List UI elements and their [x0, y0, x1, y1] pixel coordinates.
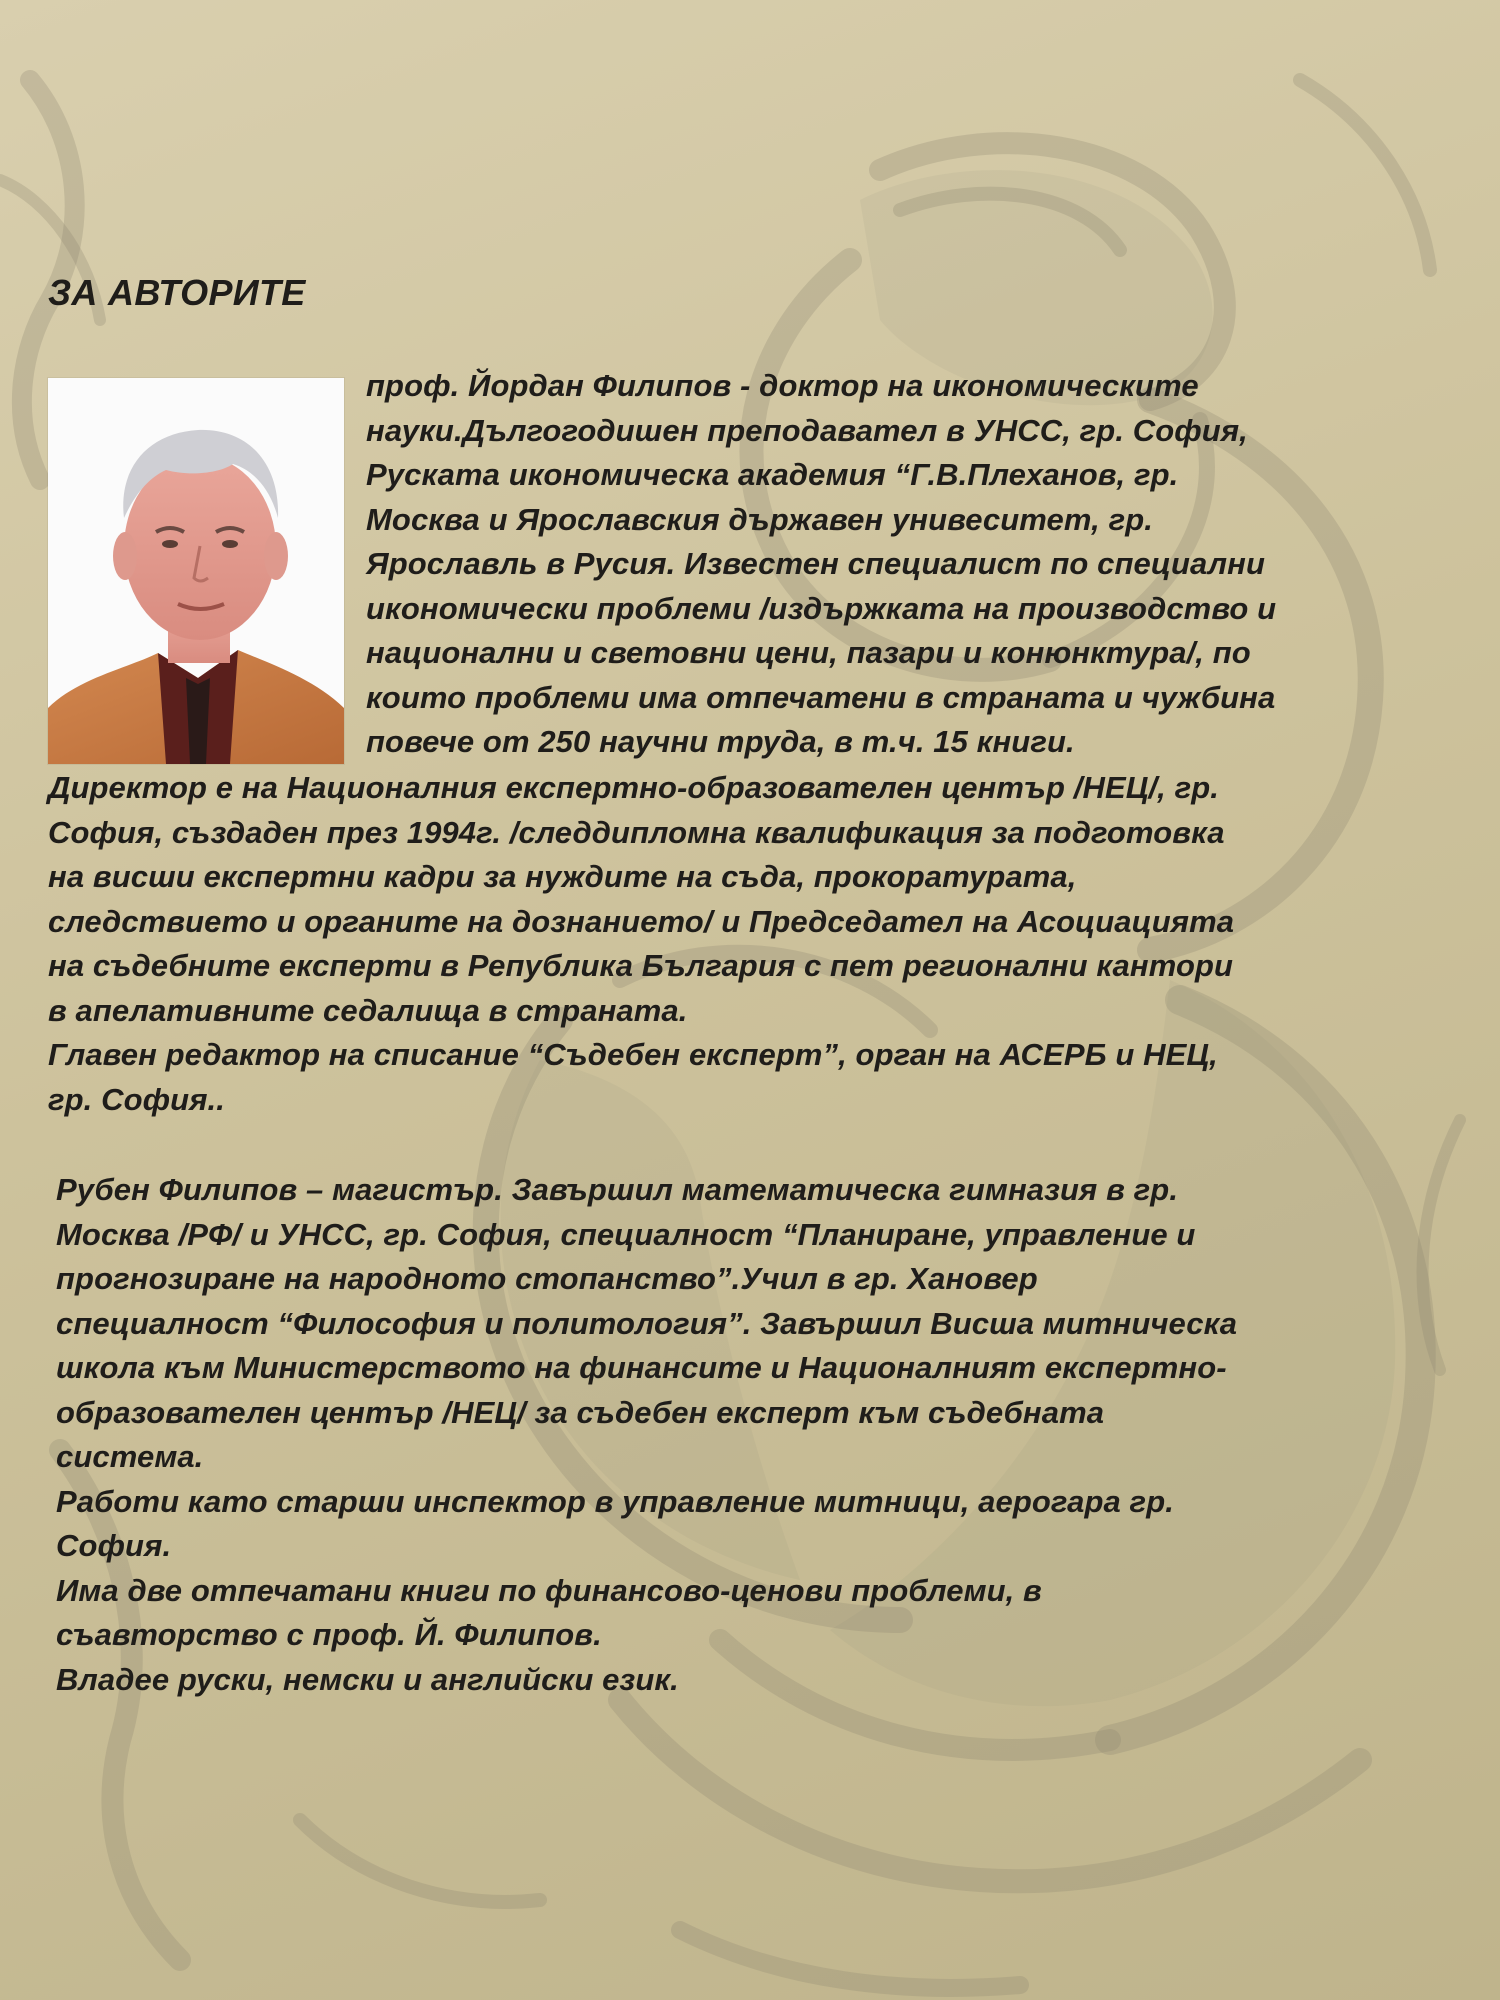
section-heading: ЗА АВТОРИТЕ — [48, 272, 306, 313]
author2-bio: Рубен Филипов – магистър. Завършил математическа гимназия в гр. Москва /РФ/ и УНСС, гр. София, специалност “Планиране, управление и прогнозиране на народното стопанство”.Учил в гр. Хановер специалност “Философия и политология”. Завършил Висша митническа школа към Министерството на финансите и Националният експертно- образователен център /НЕЦ/ за съдебен експерт към съдебната система. Работи като старши инспектор в управление митници, аерогара гр. София. Има две отпечатани книги по финансово-ценови проблеми, в съавторство с проф. Й. Филипов. Владее руски, немски и английски език. — [56, 1172, 1238, 1697]
author-portrait-icon — [48, 378, 344, 764]
author1-bio-beside-photo: проф. Йордан Филипов - доктор на икономическите науки.Дългогодишен преподавател в УНСС, гр. София, Руската икономическа академия “Г.В.Плеханов, гр. Москва и Ярославския държавен унивеситет, гр. Ярославль в Русия. Известен специалист по специални икономически проблеми /издържката на производство и национални и световни цени, пазари и конюнктура/, по които проблеми има отпечатени в страната и чужбина повече от 250 научни труда, в т.ч. 15 книги. — [366, 368, 1277, 759]
author1-bio-below-photo: Директор е на Националния експертно-образователен център /НЕЦ/, гр. София, създаден през 1994г. /следдипломна квалификация за подготовка на висши експертни кадри за нуждите на съда, прокоратурата, следствието и органите на дознанието/ и Председател на Асоциацията на съдебните експерти в Република България с пет регионални кантори в апелативните седалища в страната. Главен редактор на списание “Съдебен експерт”, орган на АСЕРБ и НЕЦ, гр. София.. — [48, 770, 1235, 1117]
author-photo — [48, 378, 344, 764]
